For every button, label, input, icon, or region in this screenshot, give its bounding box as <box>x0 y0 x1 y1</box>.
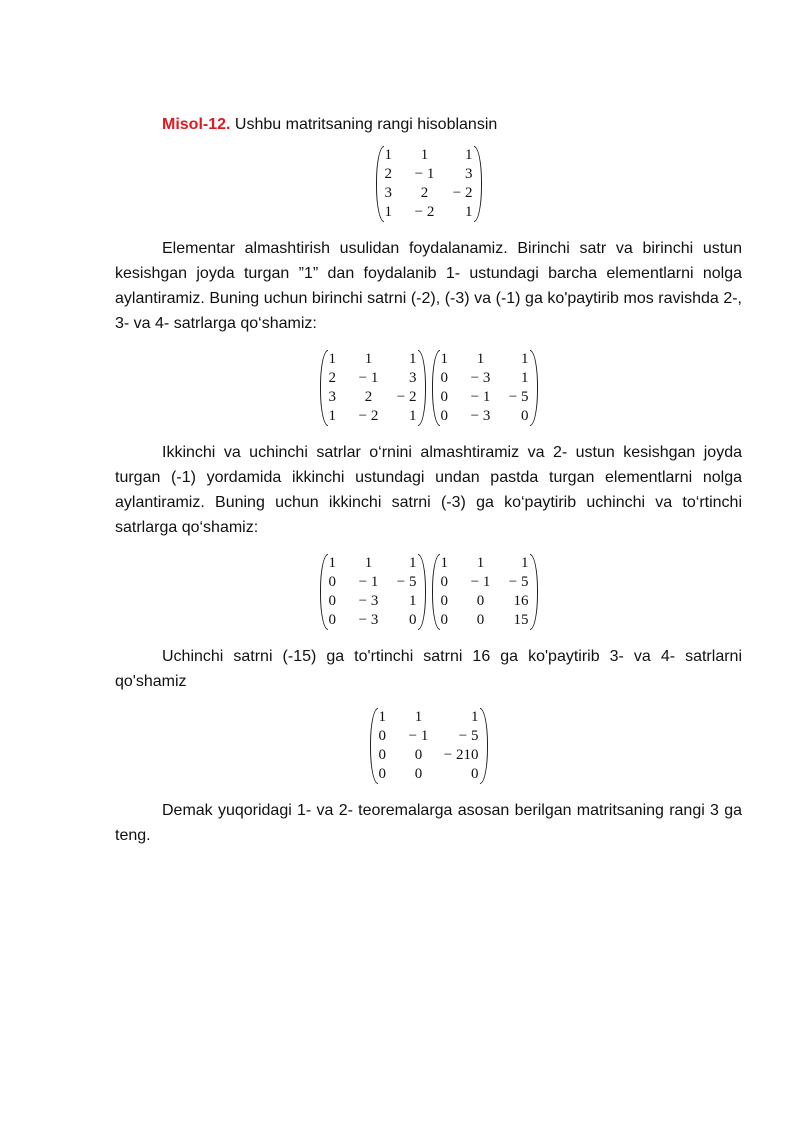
matrix-cell: 0 <box>440 370 448 386</box>
matrix-step1-left <box>320 350 426 426</box>
matrix-row <box>385 165 473 184</box>
matrix-cell: − 3 <box>470 408 491 424</box>
paragraph-4: Demak yuqoridagi 1- va 2- teoremalarga asosan berilgan matritsaning rangi 3 ga teng. <box>115 802 742 844</box>
matrix-row <box>379 765 479 784</box>
paragraph-2: Ikkinchi va uchinchi satrlar o‘rnini almashtiramiz va 2- ustun kesishgan joyda turgan (-1) yordamida ikkinchi ustundagi undan pastda turgan elementlarni nolga aylantiramiz. Buning uchun ikkinchi satrni (-3) ga ko‘paytirib uchinchi va to‘rtinchi satrlarga qo‘shamiz: <box>115 444 742 536</box>
matrix-step1-right <box>432 350 538 426</box>
matrix-cell: 0 <box>414 747 423 763</box>
matrix-table <box>329 350 417 426</box>
matrix-cell: 0 <box>440 389 448 405</box>
matrix-cell: − 1 <box>408 728 429 744</box>
matrix-cell: 1 <box>440 555 448 571</box>
matrix-cell: 1 <box>409 555 417 571</box>
matrix-cell: − 5 <box>508 574 529 590</box>
matrix-row <box>329 407 417 426</box>
matrix-cell: 1 <box>364 555 373 571</box>
matrix-step2-left <box>320 554 426 630</box>
matrix-cell: − 3 <box>358 593 379 609</box>
matrix-cell: 1 <box>414 709 423 725</box>
matrix-cell: − 2 <box>358 408 379 424</box>
left-parenthesis <box>370 708 378 784</box>
matrix-row <box>441 554 529 573</box>
matrix-row <box>441 388 529 407</box>
matrix-table <box>441 554 529 630</box>
matrix-step1-row <box>115 350 742 426</box>
matrix-step2-right <box>432 554 538 630</box>
paragraph-1: Elementar almashtirish usulidan foydalanamiz. Birinchi satr va birinchi ustun kesishgan joyda turgan ”1” dan foydalanib 1- ustundagi barcha elementlarni nolga aylantiramiz. Buning uchun birinchi satrni (-2), (-3) va (-1) ga ko'paytirib mos ravishda 2-, 3- va 4- satrlarga qo‘shamiz: <box>115 240 742 332</box>
matrix-cell: 0 <box>440 593 448 609</box>
matrix-cell: 0 <box>409 612 417 628</box>
matrix-cell: 3 <box>409 370 417 386</box>
matrix-cell: − 1 <box>470 574 491 590</box>
matrix-cell: 0 <box>378 766 386 782</box>
matrix-row <box>385 146 473 165</box>
matrix-cell: 0 <box>471 766 479 782</box>
matrix-cell: 3 <box>384 185 392 201</box>
matrix-cell: 15 <box>513 612 529 628</box>
matrix-step2-row <box>115 554 742 630</box>
matrix-cell: 0 <box>414 766 423 782</box>
matrix-cell: − 2 <box>414 204 435 220</box>
matrix-cell: − 210 <box>443 747 479 763</box>
matrix-step3-row <box>115 708 742 784</box>
matrix-table <box>385 146 473 222</box>
matrix-row <box>385 203 473 222</box>
left-parenthesis <box>432 554 440 630</box>
matrix-cell: − 1 <box>470 389 491 405</box>
matrix-cell: 1 <box>328 408 336 424</box>
matrix-cell: 1 <box>521 351 529 367</box>
matrix-cell: − 5 <box>508 389 529 405</box>
matrix-cell: 0 <box>440 612 448 628</box>
left-parenthesis <box>432 350 440 426</box>
right-parenthesis <box>480 708 488 784</box>
matrix-row <box>329 388 417 407</box>
matrix-cell: 0 <box>476 612 485 628</box>
matrix-initial-row <box>115 146 742 222</box>
matrix-cell: − 2 <box>396 389 417 405</box>
matrix-cell: − 1 <box>358 370 379 386</box>
matrix-cell: 0 <box>378 728 386 744</box>
left-parenthesis <box>320 350 328 426</box>
matrix-cell: 0 <box>328 593 336 609</box>
matrix-cell: 0 <box>328 574 336 590</box>
matrix-cell: 2 <box>364 389 373 405</box>
matrix-cell: − 5 <box>458 728 479 744</box>
right-parenthesis <box>474 146 482 222</box>
matrix-cell: 2 <box>384 166 392 182</box>
matrix-row <box>379 708 479 727</box>
matrix-row <box>329 369 417 388</box>
matrix-cell: 1 <box>440 351 448 367</box>
matrix-cell: 1 <box>465 147 473 163</box>
matrix-row <box>385 184 473 203</box>
matrix-row <box>329 573 417 592</box>
right-parenthesis <box>418 350 426 426</box>
matrix-step3 <box>370 708 488 784</box>
matrix-table <box>441 350 529 426</box>
matrix-cell: 2 <box>420 185 429 201</box>
matrix-cell: 0 <box>440 574 448 590</box>
matrix-cell: 3 <box>465 166 473 182</box>
matrix-row <box>329 350 417 369</box>
matrix-cell: 3 <box>328 389 336 405</box>
matrix-row <box>441 369 529 388</box>
matrix-cell: 1 <box>476 555 485 571</box>
matrix-cell: 1 <box>476 351 485 367</box>
matrix-cell: 1 <box>378 709 386 725</box>
matrix-cell: 1 <box>384 147 392 163</box>
matrix-cell: 1 <box>364 351 373 367</box>
matrix-cell: − 1 <box>358 574 379 590</box>
problem-text: Ushbu matritsaning rangi hisoblansin <box>230 116 498 133</box>
matrix-cell: − 3 <box>358 612 379 628</box>
paragraph-3: Uchinchi satrni (-15) ga to'rtinchi satrni 16 ga ko'paytirib 3- va 4- satrlarni qo'shamiz <box>115 648 742 690</box>
matrix-table <box>329 554 417 630</box>
matrix-cell: 2 <box>328 370 336 386</box>
problem-label: Misol-12. <box>162 116 231 133</box>
matrix-cell: 1 <box>409 351 417 367</box>
matrix-row <box>329 554 417 573</box>
left-parenthesis <box>320 554 328 630</box>
matrix-row <box>329 592 417 611</box>
problem-statement <box>115 112 742 137</box>
matrix-row <box>329 611 417 630</box>
matrix-initial <box>376 146 482 222</box>
matrix-cell: 16 <box>513 593 529 609</box>
matrix-row <box>441 407 529 426</box>
matrix-row <box>441 592 529 611</box>
matrix-cell: 1 <box>328 351 336 367</box>
matrix-cell: 1 <box>328 555 336 571</box>
matrix-table <box>379 708 479 784</box>
matrix-cell: − 3 <box>470 370 491 386</box>
right-parenthesis <box>418 554 426 630</box>
document-page <box>115 112 742 848</box>
matrix-cell: − 1 <box>414 166 435 182</box>
matrix-cell: 1 <box>521 555 529 571</box>
matrix-row <box>441 350 529 369</box>
matrix-cell: 0 <box>378 747 386 763</box>
matrix-cell: 0 <box>521 408 529 424</box>
matrix-cell: 1 <box>521 370 529 386</box>
matrix-cell: 1 <box>420 147 429 163</box>
left-parenthesis <box>376 146 384 222</box>
matrix-cell: 1 <box>384 204 392 220</box>
matrix-cell: 0 <box>328 612 336 628</box>
matrix-row <box>379 727 479 746</box>
matrix-cell: 1 <box>471 709 479 725</box>
matrix-cell: 0 <box>440 408 448 424</box>
matrix-row <box>441 573 529 592</box>
right-parenthesis <box>530 350 538 426</box>
matrix-cell: 1 <box>465 204 473 220</box>
matrix-cell: 0 <box>476 593 485 609</box>
matrix-cell: − 5 <box>396 574 417 590</box>
matrix-cell: − 2 <box>452 185 473 201</box>
matrix-cell: 1 <box>409 593 417 609</box>
matrix-row <box>441 611 529 630</box>
matrix-row <box>379 746 479 765</box>
right-parenthesis <box>530 554 538 630</box>
matrix-cell: 1 <box>409 408 417 424</box>
